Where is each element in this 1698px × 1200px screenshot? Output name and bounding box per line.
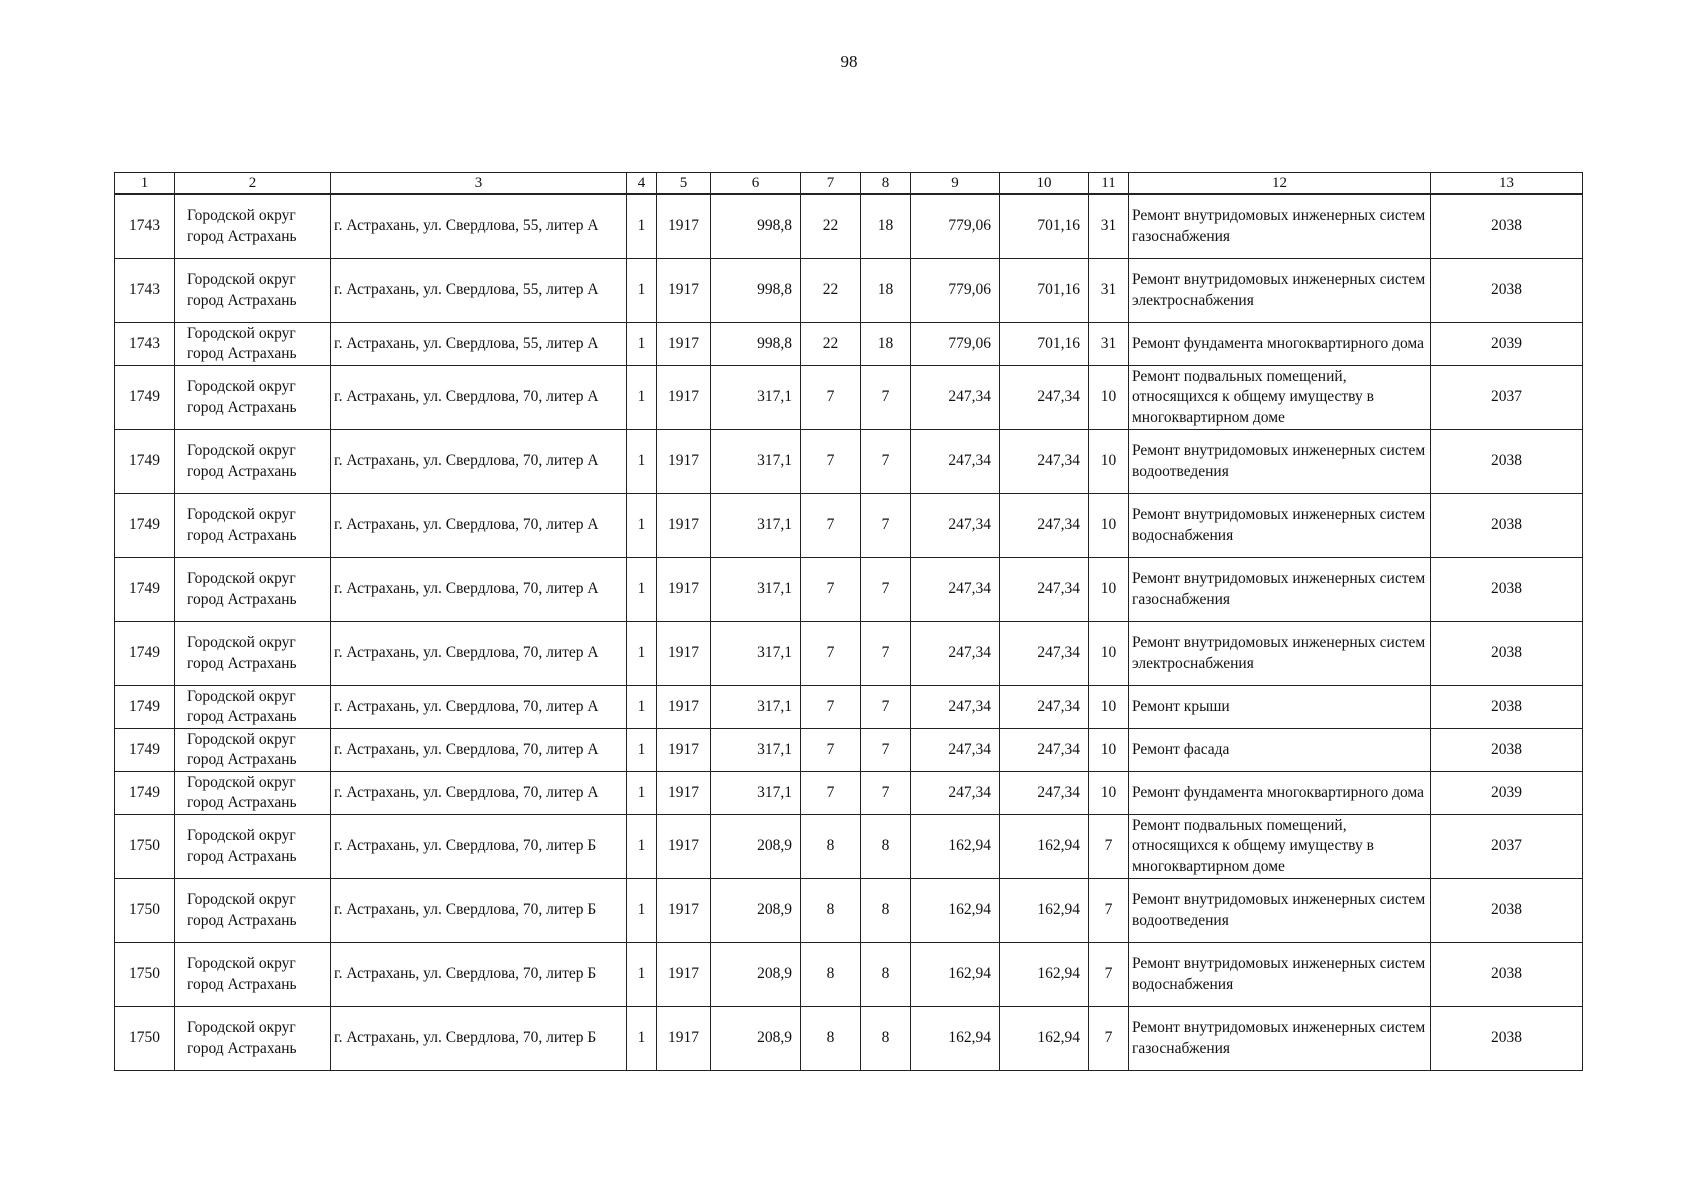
- apartments-total-cell: 7: [801, 366, 861, 430]
- total-area-cell: 208,9: [711, 1007, 801, 1071]
- table-row: [115, 943, 1583, 1007]
- apartments-residential-cell: 7: [861, 430, 911, 494]
- apartments-residential-cell: 18: [861, 194, 911, 259]
- private-area-cell: 247,34: [1000, 622, 1089, 686]
- total-area-cell: 317,1: [711, 622, 801, 686]
- apartments-residential-cell: 8: [861, 943, 911, 1007]
- building-count-cell: 1: [627, 558, 657, 622]
- table-row: [115, 879, 1583, 943]
- record-number-cell: 1750: [115, 879, 175, 943]
- apartments-total-cell: 7: [801, 622, 861, 686]
- column-header: 9: [911, 173, 1000, 195]
- address-cell: г. Астрахань, ул. Свердлова, 70, литер А: [331, 366, 627, 430]
- table-row: [115, 366, 1583, 430]
- residents-count-cell: 31: [1089, 323, 1129, 366]
- column-header: 8: [861, 173, 911, 195]
- column-header: 11: [1089, 173, 1129, 195]
- private-area-cell: 247,34: [1000, 430, 1089, 494]
- municipality-cell: Городской округ город Астрахань: [175, 772, 331, 815]
- column-header: 6: [711, 173, 801, 195]
- total-area-cell: 998,8: [711, 323, 801, 366]
- table-row: [115, 430, 1583, 494]
- apartments-residential-cell: 7: [861, 558, 911, 622]
- address-cell: г. Астрахань, ул. Свердлова, 70, литер Б: [331, 1007, 627, 1071]
- total-area-cell: 317,1: [711, 494, 801, 558]
- planned-year-cell: 2038: [1431, 494, 1583, 558]
- private-area-cell: 247,34: [1000, 729, 1089, 772]
- residential-area-cell: 247,34: [911, 494, 1000, 558]
- build-year-cell: 1917: [657, 558, 711, 622]
- residents-count-cell: 10: [1089, 772, 1129, 815]
- total-area-cell: 317,1: [711, 686, 801, 729]
- record-number-cell: 1749: [115, 494, 175, 558]
- build-year-cell: 1917: [657, 1007, 711, 1071]
- planned-year-cell: 2038: [1431, 879, 1583, 943]
- address-cell: г. Астрахань, ул. Свердлова, 70, литер А: [331, 729, 627, 772]
- column-number-row: [115, 173, 1583, 195]
- total-area-cell: 317,1: [711, 430, 801, 494]
- municipality-cell: Городской округ город Астрахань: [175, 943, 331, 1007]
- residential-area-cell: 247,34: [911, 430, 1000, 494]
- repair-work-type-cell: Ремонт фасада: [1129, 729, 1431, 772]
- address-cell: г. Астрахань, ул. Свердлова, 55, литер А: [331, 259, 627, 323]
- apartments-total-cell: 22: [801, 259, 861, 323]
- apartments-total-cell: 7: [801, 430, 861, 494]
- municipality-cell: Городской округ город Астрахань: [175, 815, 331, 879]
- apartments-residential-cell: 7: [861, 686, 911, 729]
- build-year-cell: 1917: [657, 494, 711, 558]
- planned-year-cell: 2038: [1431, 194, 1583, 259]
- residents-count-cell: 10: [1089, 366, 1129, 430]
- residential-area-cell: 162,94: [911, 879, 1000, 943]
- column-header: 3: [331, 173, 627, 195]
- planned-year-cell: 2038: [1431, 259, 1583, 323]
- total-area-cell: 208,9: [711, 815, 801, 879]
- address-cell: г. Астрахань, ул. Свердлова, 70, литер А: [331, 772, 627, 815]
- building-count-cell: 1: [627, 686, 657, 729]
- table-row: [115, 815, 1583, 879]
- residents-count-cell: 10: [1089, 729, 1129, 772]
- apartments-residential-cell: 7: [861, 622, 911, 686]
- column-header: 1: [115, 173, 175, 195]
- repair-work-type-cell: Ремонт внутридомовых инженерных систем электроснабжения: [1129, 259, 1431, 323]
- building-count-cell: 1: [627, 259, 657, 323]
- residential-area-cell: 247,34: [911, 558, 1000, 622]
- residents-count-cell: 7: [1089, 879, 1129, 943]
- repair-work-type-cell: Ремонт внутридомовых инженерных систем электроснабжения: [1129, 622, 1431, 686]
- address-cell: г. Астрахань, ул. Свердлова, 70, литер Б: [331, 815, 627, 879]
- record-number-cell: 1749: [115, 729, 175, 772]
- private-area-cell: 701,16: [1000, 323, 1089, 366]
- record-number-cell: 1749: [115, 366, 175, 430]
- table-row: [115, 622, 1583, 686]
- record-number-cell: 1743: [115, 194, 175, 259]
- table-body: [115, 194, 1583, 1071]
- address-cell: г. Астрахань, ул. Свердлова, 70, литер Б: [331, 943, 627, 1007]
- column-header: 13: [1431, 173, 1583, 195]
- apartments-total-cell: 8: [801, 943, 861, 1007]
- record-number-cell: 1749: [115, 430, 175, 494]
- municipality-cell: Городской округ город Астрахань: [175, 729, 331, 772]
- repair-work-type-cell: Ремонт внутридомовых инженерных систем газоснабжения: [1129, 558, 1431, 622]
- municipality-cell: Городской округ город Астрахань: [175, 622, 331, 686]
- private-area-cell: 247,34: [1000, 686, 1089, 729]
- column-header: 7: [801, 173, 861, 195]
- table-row: [115, 686, 1583, 729]
- planned-year-cell: 2038: [1431, 729, 1583, 772]
- build-year-cell: 1917: [657, 194, 711, 259]
- apartments-total-cell: 8: [801, 815, 861, 879]
- apartments-total-cell: 22: [801, 323, 861, 366]
- address-cell: г. Астрахань, ул. Свердлова, 70, литер А: [331, 686, 627, 729]
- building-count-cell: 1: [627, 430, 657, 494]
- residential-area-cell: 779,06: [911, 323, 1000, 366]
- building-count-cell: 1: [627, 815, 657, 879]
- apartments-total-cell: 7: [801, 558, 861, 622]
- address-cell: г. Астрахань, ул. Свердлова, 55, литер А: [331, 194, 627, 259]
- address-cell: г. Астрахань, ул. Свердлова, 70, литер А: [331, 494, 627, 558]
- building-count-cell: 1: [627, 729, 657, 772]
- municipality-cell: Городской округ город Астрахань: [175, 194, 331, 259]
- build-year-cell: 1917: [657, 943, 711, 1007]
- apartments-residential-cell: 8: [861, 1007, 911, 1071]
- address-cell: г. Астрахань, ул. Свердлова, 55, литер А: [331, 323, 627, 366]
- apartments-total-cell: 7: [801, 494, 861, 558]
- total-area-cell: 317,1: [711, 729, 801, 772]
- residents-count-cell: 7: [1089, 815, 1129, 879]
- apartments-residential-cell: 8: [861, 815, 911, 879]
- residential-area-cell: 247,34: [911, 686, 1000, 729]
- residential-area-cell: 779,06: [911, 259, 1000, 323]
- residential-area-cell: 247,34: [911, 366, 1000, 430]
- total-area-cell: 998,8: [711, 194, 801, 259]
- apartments-total-cell: 8: [801, 879, 861, 943]
- column-header: 4: [627, 173, 657, 195]
- residents-count-cell: 10: [1089, 558, 1129, 622]
- record-number-cell: 1749: [115, 558, 175, 622]
- residential-area-cell: 247,34: [911, 772, 1000, 815]
- record-number-cell: 1750: [115, 1007, 175, 1071]
- residents-count-cell: 10: [1089, 686, 1129, 729]
- record-number-cell: 1749: [115, 622, 175, 686]
- municipality-cell: Городской округ город Астрахань: [175, 323, 331, 366]
- private-area-cell: 162,94: [1000, 879, 1089, 943]
- planned-year-cell: 2038: [1431, 558, 1583, 622]
- municipality-cell: Городской округ город Астрахань: [175, 259, 331, 323]
- apartments-total-cell: 7: [801, 772, 861, 815]
- record-number-cell: 1743: [115, 259, 175, 323]
- repair-work-type-cell: Ремонт внутридомовых инженерных систем водоотведения: [1129, 879, 1431, 943]
- private-area-cell: 247,34: [1000, 494, 1089, 558]
- residential-area-cell: 162,94: [911, 1007, 1000, 1071]
- column-header: 2: [175, 173, 331, 195]
- address-cell: г. Астрахань, ул. Свердлова, 70, литер Б: [331, 879, 627, 943]
- apartments-residential-cell: 7: [861, 729, 911, 772]
- residential-area-cell: 162,94: [911, 815, 1000, 879]
- planned-year-cell: 2038: [1431, 686, 1583, 729]
- repair-work-type-cell: Ремонт внутридомовых инженерных систем газоснабжения: [1129, 1007, 1431, 1071]
- build-year-cell: 1917: [657, 430, 711, 494]
- residents-count-cell: 31: [1089, 194, 1129, 259]
- build-year-cell: 1917: [657, 879, 711, 943]
- planned-year-cell: 2037: [1431, 366, 1583, 430]
- municipality-cell: Городской округ город Астрахань: [175, 879, 331, 943]
- table-row: [115, 1007, 1583, 1071]
- private-area-cell: 247,34: [1000, 772, 1089, 815]
- repair-work-type-cell: Ремонт фундамента многоквартирного дома: [1129, 772, 1431, 815]
- apartments-residential-cell: 18: [861, 259, 911, 323]
- planned-year-cell: 2038: [1431, 622, 1583, 686]
- total-area-cell: 998,8: [711, 259, 801, 323]
- apartments-residential-cell: 18: [861, 323, 911, 366]
- private-area-cell: 247,34: [1000, 366, 1089, 430]
- private-area-cell: 247,34: [1000, 558, 1089, 622]
- repair-work-type-cell: Ремонт подвальных помещений, относящихся к общему имуществу в многоквартирном доме: [1129, 815, 1431, 879]
- build-year-cell: 1917: [657, 815, 711, 879]
- building-count-cell: 1: [627, 943, 657, 1007]
- private-area-cell: 162,94: [1000, 943, 1089, 1007]
- apartments-total-cell: 7: [801, 686, 861, 729]
- residents-count-cell: 10: [1089, 430, 1129, 494]
- total-area-cell: 208,9: [711, 943, 801, 1007]
- record-number-cell: 1749: [115, 772, 175, 815]
- residential-area-cell: 247,34: [911, 622, 1000, 686]
- residents-count-cell: 7: [1089, 943, 1129, 1007]
- table-row: [115, 494, 1583, 558]
- municipality-cell: Городской округ город Астрахань: [175, 430, 331, 494]
- apartments-residential-cell: 7: [861, 772, 911, 815]
- column-header: 5: [657, 173, 711, 195]
- building-count-cell: 1: [627, 1007, 657, 1071]
- column-header: 10: [1000, 173, 1089, 195]
- apartments-residential-cell: 7: [861, 366, 911, 430]
- building-count-cell: 1: [627, 494, 657, 558]
- private-area-cell: 701,16: [1000, 259, 1089, 323]
- build-year-cell: 1917: [657, 366, 711, 430]
- apartments-total-cell: 7: [801, 729, 861, 772]
- apartments-total-cell: 22: [801, 194, 861, 259]
- table-row: [115, 194, 1583, 259]
- planned-year-cell: 2038: [1431, 430, 1583, 494]
- build-year-cell: 1917: [657, 622, 711, 686]
- municipality-cell: Городской округ город Астрахань: [175, 558, 331, 622]
- building-count-cell: 1: [627, 772, 657, 815]
- residents-count-cell: 10: [1089, 622, 1129, 686]
- record-number-cell: 1750: [115, 943, 175, 1007]
- repair-work-type-cell: Ремонт внутридомовых инженерных систем водоснабжения: [1129, 943, 1431, 1007]
- table-header: [115, 173, 1583, 195]
- apartments-residential-cell: 8: [861, 879, 911, 943]
- private-area-cell: 162,94: [1000, 815, 1089, 879]
- private-area-cell: 701,16: [1000, 194, 1089, 259]
- apartments-total-cell: 8: [801, 1007, 861, 1071]
- residents-count-cell: 7: [1089, 1007, 1129, 1071]
- municipality-cell: Городской округ город Астрахань: [175, 686, 331, 729]
- address-cell: г. Астрахань, ул. Свердлова, 70, литер А: [331, 622, 627, 686]
- build-year-cell: 1917: [657, 323, 711, 366]
- build-year-cell: 1917: [657, 686, 711, 729]
- planned-year-cell: 2038: [1431, 1007, 1583, 1071]
- table-row: [115, 558, 1583, 622]
- residential-area-cell: 162,94: [911, 943, 1000, 1007]
- build-year-cell: 1917: [657, 259, 711, 323]
- municipality-cell: Городской округ город Астрахань: [175, 1007, 331, 1071]
- table-row: [115, 323, 1583, 366]
- build-year-cell: 1917: [657, 729, 711, 772]
- repair-work-type-cell: Ремонт внутридомовых инженерных систем газоснабжения: [1129, 194, 1431, 259]
- building-count-cell: 1: [627, 194, 657, 259]
- residents-count-cell: 10: [1089, 494, 1129, 558]
- building-count-cell: 1: [627, 879, 657, 943]
- building-count-cell: 1: [627, 622, 657, 686]
- private-area-cell: 162,94: [1000, 1007, 1089, 1071]
- address-cell: г. Астрахань, ул. Свердлова, 70, литер А: [331, 430, 627, 494]
- table-row: [115, 259, 1583, 323]
- building-count-cell: 1: [627, 366, 657, 430]
- page-number: 98: [840, 52, 858, 71]
- residents-count-cell: 31: [1089, 259, 1129, 323]
- planned-year-cell: 2037: [1431, 815, 1583, 879]
- repair-work-type-cell: Ремонт фундамента многоквартирного дома: [1129, 323, 1431, 366]
- record-number-cell: 1743: [115, 323, 175, 366]
- planned-year-cell: 2038: [1431, 943, 1583, 1007]
- column-header: 12: [1129, 173, 1431, 195]
- apartments-residential-cell: 7: [861, 494, 911, 558]
- table-row: [115, 772, 1583, 815]
- total-area-cell: 317,1: [711, 558, 801, 622]
- municipality-cell: Городской округ город Астрахань: [175, 366, 331, 430]
- repair-work-type-cell: Ремонт внутридомовых инженерных систем водоснабжения: [1129, 494, 1431, 558]
- residential-area-cell: 779,06: [911, 194, 1000, 259]
- table-row: [115, 729, 1583, 772]
- total-area-cell: 208,9: [711, 879, 801, 943]
- repair-work-type-cell: Ремонт крыши: [1129, 686, 1431, 729]
- planned-year-cell: 2039: [1431, 323, 1583, 366]
- building-count-cell: 1: [627, 323, 657, 366]
- repair-schedule-table: [114, 172, 1583, 1071]
- repair-work-type-cell: Ремонт подвальных помещений, относящихся к общему имуществу в многоквартирном доме: [1129, 366, 1431, 430]
- build-year-cell: 1917: [657, 772, 711, 815]
- record-number-cell: 1750: [115, 815, 175, 879]
- record-number-cell: 1749: [115, 686, 175, 729]
- repair-work-type-cell: Ремонт внутридомовых инженерных систем водоотведения: [1129, 430, 1431, 494]
- planned-year-cell: 2039: [1431, 772, 1583, 815]
- total-area-cell: 317,1: [711, 772, 801, 815]
- total-area-cell: 317,1: [711, 366, 801, 430]
- residential-area-cell: 247,34: [911, 729, 1000, 772]
- address-cell: г. Астрахань, ул. Свердлова, 70, литер А: [331, 558, 627, 622]
- municipality-cell: Городской округ город Астрахань: [175, 494, 331, 558]
